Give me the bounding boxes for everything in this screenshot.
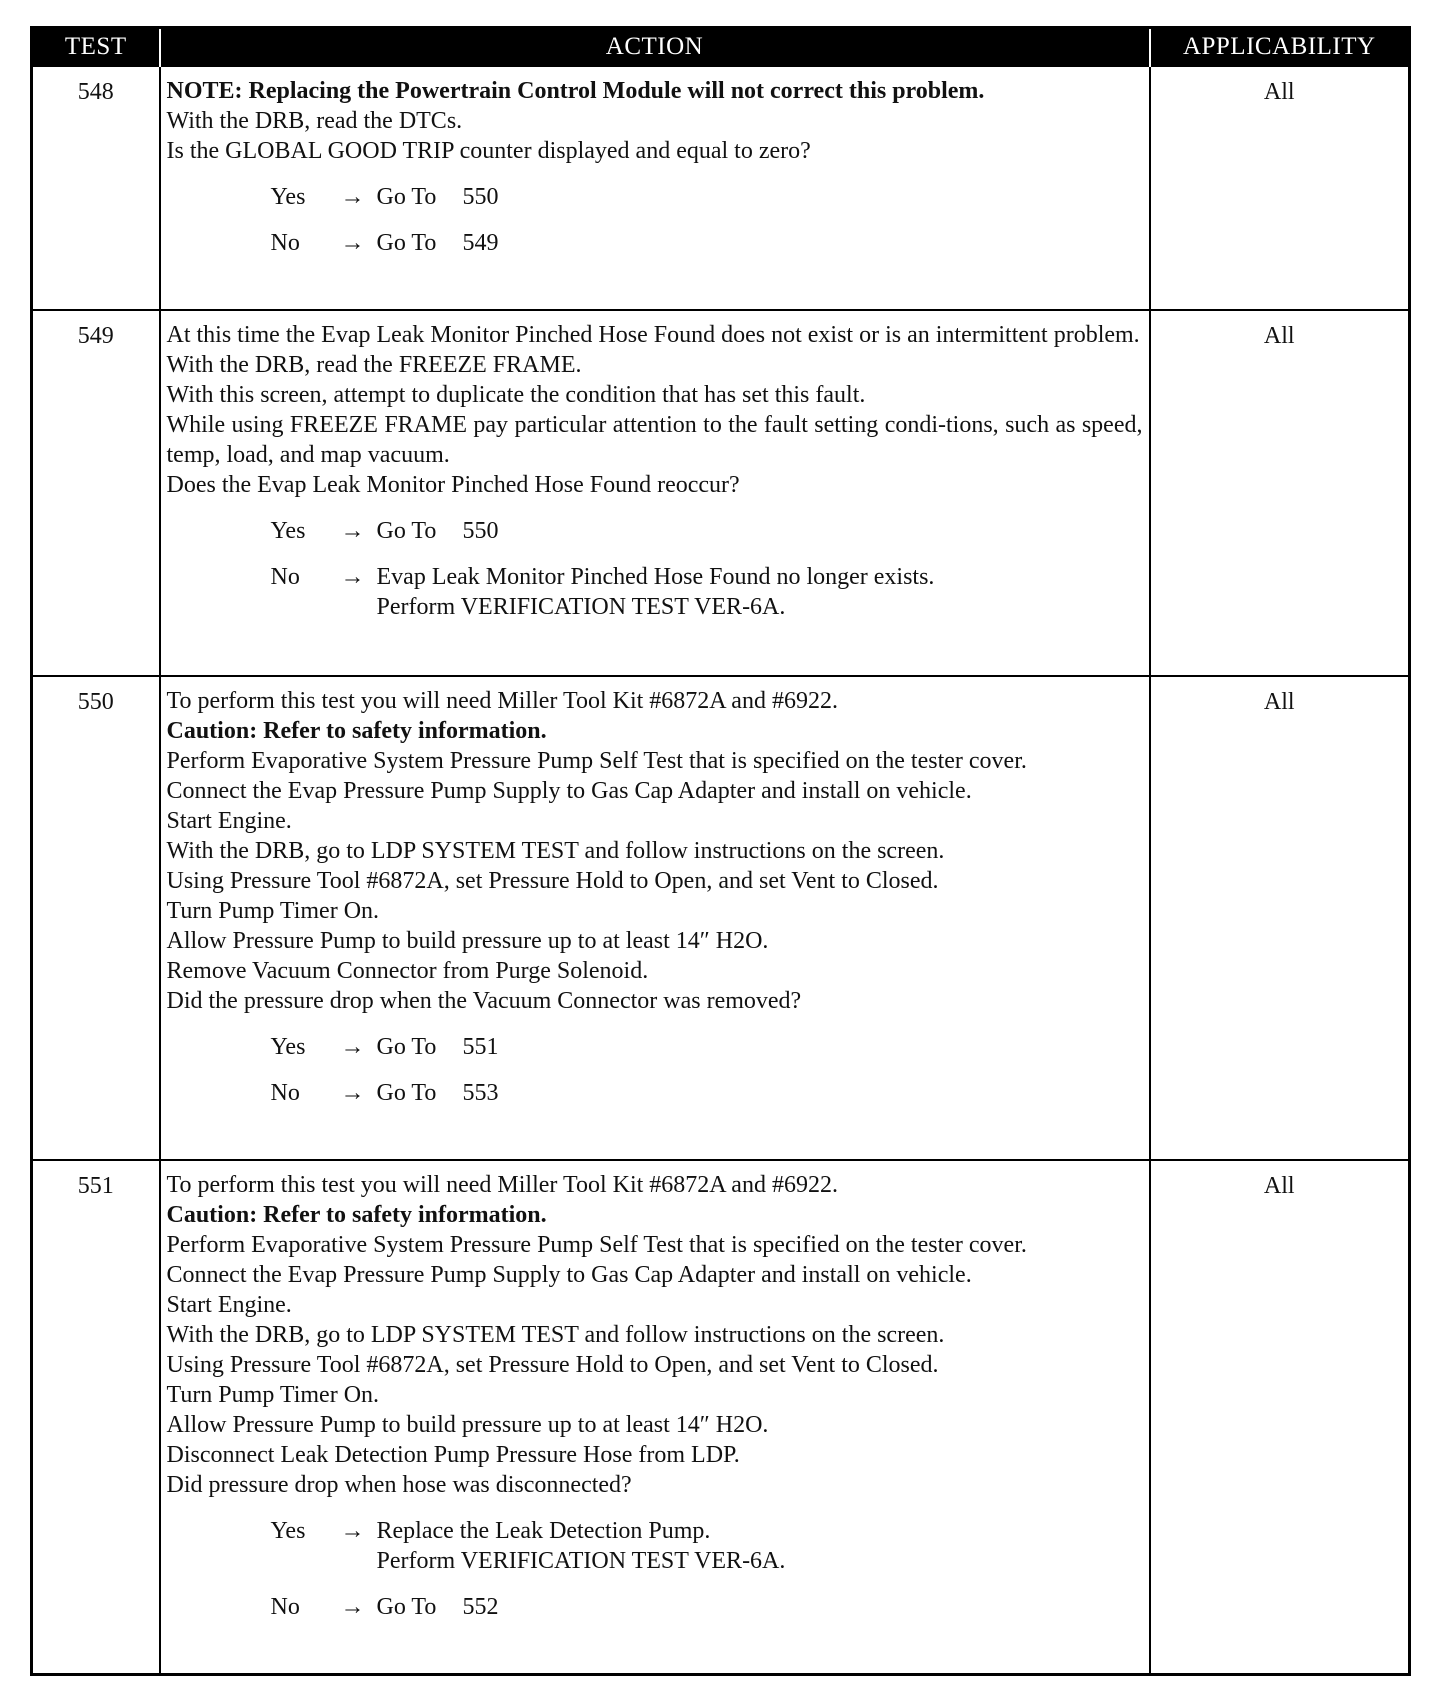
branch-no — [271, 562, 1143, 622]
action-line: Connect the Evap Pressure Pump Supply to Gas Cap Adapter and install on vehicle. — [166, 778, 972, 804]
table-row-549 — [32, 310, 1410, 676]
goto-target[interactable]: 549 — [462, 230, 499, 256]
branch-result — [377, 1516, 1143, 1576]
action-line: Disconnect Leak Detection Pump Pressure Hose from LDP. — [166, 1442, 740, 1468]
branch-result — [377, 562, 1143, 622]
branch-result — [377, 516, 1143, 546]
action-cell — [160, 66, 1150, 310]
goto-target[interactable]: 551 — [462, 1034, 499, 1060]
action-line: Using Pressure Tool #6872A, set Pressure Hold to Open, and set Vent to Closed. — [166, 868, 939, 894]
caution-text: Caution: Refer to safety information. — [166, 718, 547, 744]
goto-label: Go To — [376, 1594, 437, 1620]
arrow-icon: → — [340, 564, 365, 590]
test-number: 550 — [32, 676, 160, 1160]
action-line: Turn Pump Timer On. — [166, 898, 380, 924]
action-line: To perform this test you will need Miller Tool Kit #6872A and #6922. — [166, 1172, 838, 1198]
branch-result — [377, 182, 1143, 212]
arrow-icon: → — [340, 184, 365, 210]
test-number: 549 — [32, 310, 160, 676]
action-line: Turn Pump Timer On. — [166, 1382, 380, 1408]
answer-label: Yes — [270, 184, 306, 210]
diagnostic-page — [30, 26, 1408, 1676]
goto-label: Go To — [376, 1034, 437, 1060]
goto-target[interactable]: 552 — [462, 1594, 499, 1620]
table-row-551 — [32, 1160, 1410, 1674]
branch-no — [271, 1078, 1143, 1108]
branch-yes — [271, 1516, 1143, 1576]
header-action: ACTION — [160, 28, 1150, 67]
goto-label: Go To — [376, 184, 437, 210]
goto-label: Go To — [376, 1080, 437, 1106]
action-line: With this screen, attempt to duplicate the condition that has set this fault. — [166, 382, 866, 408]
arrow-icon: → — [340, 1518, 365, 1544]
action-line: Perform Evaporative System Pressure Pump Self Test that is specified on the tester cover. — [166, 1232, 1027, 1258]
action-line: Using Pressure Tool #6872A, set Pressure Hold to Open, and set Vent to Closed. — [166, 1352, 939, 1378]
action-line: Start Engine. — [166, 808, 292, 834]
action-line: Remove Vacuum Connector from Purge Solenoid. — [166, 958, 649, 984]
caution-text: Caution: Refer to safety information. — [166, 1202, 547, 1228]
action-question: Is the GLOBAL GOOD TRIP counter displayed and equal to zero? — [166, 138, 811, 164]
branch-no — [271, 1592, 1143, 1622]
answer-label: Yes — [270, 518, 306, 544]
action-line: To perform this test you will need Miller Tool Kit #6872A and #6922. — [166, 688, 838, 714]
action-line: Start Engine. — [166, 1292, 292, 1318]
test-number: 551 — [32, 1160, 160, 1674]
action-line: While using FREEZE FRAME pay particular attention to the fault setting condi-tions, such as speed, temp, load, and map vacuum. — [166, 412, 1143, 468]
branch-yes — [271, 516, 1143, 546]
action-line: Connect the Evap Pressure Pump Supply to Gas Cap Adapter and install on vehicle. — [166, 1262, 972, 1288]
action-line: With the DRB, go to LDP SYSTEM TEST and follow instructions on the screen. — [166, 1322, 945, 1348]
goto-target[interactable]: 550 — [462, 518, 499, 544]
branch-yes — [271, 1032, 1143, 1062]
goto-label: Go To — [376, 230, 437, 256]
branch-result — [377, 228, 1143, 258]
answer-label: No — [270, 1594, 300, 1620]
header-test: TEST — [32, 28, 160, 67]
arrow-icon: → — [340, 1034, 365, 1060]
branch-no — [271, 228, 1143, 258]
arrow-icon: → — [340, 1594, 365, 1620]
table-row-548 — [32, 66, 1410, 310]
action-line: Perform Evaporative System Pressure Pump Self Test that is specified on the tester cover. — [166, 748, 1027, 774]
header-applicability: APPLICABILITY — [1150, 28, 1410, 67]
action-line: At this time the Evap Leak Monitor Pinched Hose Found does not exist or is an intermittent problem. — [166, 322, 1140, 348]
action-question: Did pressure drop when hose was disconnected? — [166, 1472, 632, 1498]
branch-text: Evap Leak Monitor Pinched Hose Found no longer exists. — [376, 564, 935, 590]
branch-text: Perform VERIFICATION TEST VER-6A. — [376, 1548, 786, 1574]
action-line: Allow Pressure Pump to build pressure up to at least 14″ H2O. — [166, 1412, 769, 1438]
diagnostic-table — [30, 26, 1411, 1676]
arrow-icon: → — [340, 518, 365, 544]
table-row-550 — [32, 676, 1410, 1160]
goto-label: Go To — [376, 518, 437, 544]
goto-target[interactable]: 550 — [462, 184, 499, 210]
applicability-cell: All — [1150, 1160, 1410, 1674]
answer-label: Yes — [270, 1518, 306, 1544]
table-header-row — [32, 28, 1410, 67]
arrow-icon: → — [340, 230, 365, 256]
applicability-cell: All — [1150, 66, 1410, 310]
goto-target[interactable]: 553 — [462, 1080, 499, 1106]
branch-yes — [271, 182, 1143, 212]
test-number: 548 — [32, 66, 160, 310]
answer-label: Yes — [270, 1034, 306, 1060]
action-cell — [160, 310, 1150, 676]
answer-label: No — [270, 1080, 300, 1106]
answer-label: No — [270, 230, 300, 256]
action-line: Allow Pressure Pump to build pressure up to at least 14″ H2O. — [166, 928, 769, 954]
action-cell — [160, 676, 1150, 1160]
action-line: With the DRB, read the DTCs. — [166, 108, 463, 134]
arrow-icon: → — [340, 1080, 365, 1106]
action-line: With the DRB, read the FREEZE FRAME. — [166, 352, 582, 378]
action-line: With the DRB, go to LDP SYSTEM TEST and follow instructions on the screen. — [166, 838, 945, 864]
action-question: Did the pressure drop when the Vacuum Connector was removed? — [166, 988, 802, 1014]
applicability-cell: All — [1150, 676, 1410, 1160]
answer-label: No — [270, 564, 300, 590]
branch-result — [377, 1032, 1143, 1062]
branch-result — [377, 1592, 1143, 1622]
note-text: NOTE: Replacing the Powertrain Control Module will not correct this problem. — [166, 78, 985, 104]
action-question: Does the Evap Leak Monitor Pinched Hose Found reoccur? — [166, 472, 740, 498]
action-cell — [160, 1160, 1150, 1674]
branch-text: Replace the Leak Detection Pump. — [376, 1518, 711, 1544]
branch-text: Perform VERIFICATION TEST VER-6A. — [376, 594, 786, 620]
applicability-cell: All — [1150, 310, 1410, 676]
branch-result — [377, 1078, 1143, 1108]
